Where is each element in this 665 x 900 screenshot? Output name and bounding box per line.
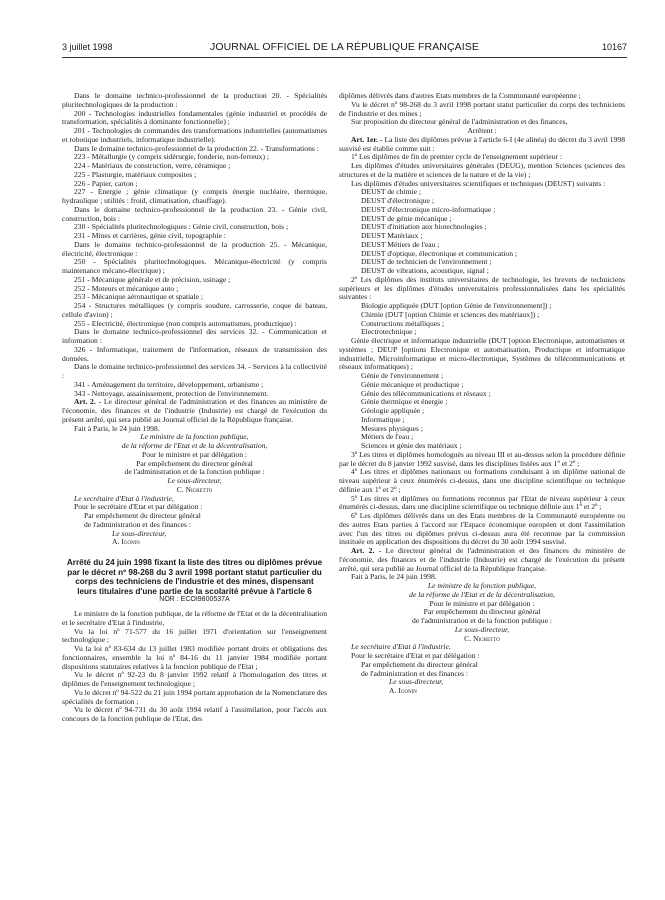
paragraph: 226 - Papier, carton ;: [74, 178, 138, 188]
article-1: [339, 136, 625, 154]
signature-line: Le sous-directeur,: [454, 624, 510, 634]
nor-reference: NOR : ECOI9800537A: [159, 596, 230, 604]
list-item: 5º Les titres et diplômes ou formations reconnus par l'Etat de niveau supérieur à ceux énumérés ci-dessus, dans une discipline scientifique ou technique définie aux 1º et 2º ;: [339, 493, 625, 512]
paragraph: 200 - Technologies industrielles fondamentales (génie industriel et procédés de transformation, spécialités à dominante fonctionnelle) ;: [62, 108, 327, 127]
paragraph: 253 - Mécanique aéronautique et spatiale ;: [74, 292, 204, 302]
paragraph: 341 - Aménagement du territoire, développement, urbanisme ;: [74, 379, 264, 389]
list-item: 4º Les titres et diplômes nationaux ou formations conduisant à un diplôme national de niveau supérieur à ceux énumérés ci-dessus, dans une discipline scientifique ou technique définie aux 1º et 2º ;: [339, 467, 625, 494]
signature-line: Pour le ministre et par délégation :: [429, 598, 535, 608]
paragraph: Les diplômes d'études universitaires générales (DEUG), mention Sciences (sciences des structures et de la matière et sciences de la nature et de la vie) ;: [339, 161, 625, 179]
article-text: Le directeur général de l'administration et des finances du ministère de l'économie, des finances et de l'industrie (Industrie) est chargé de l'exécution du présent arrêté, qui sera publié au Journal officiel de la République française.: [339, 546, 625, 573]
list-item: Génie mécanique et productique ;: [361, 379, 464, 389]
signature-line: Pour le ministre et par délégation :: [141, 449, 248, 459]
signatory-name: A. Igonin: [112, 537, 140, 547]
signatory-name: A. Igonin: [389, 686, 417, 695]
article-label: Art. 1er. -: [351, 134, 383, 144]
list-item: Génie de l'environnement ;: [361, 371, 444, 380]
list-item: DEUST Matériaux ;: [361, 231, 423, 240]
speciality-list: [339, 302, 625, 337]
journal-title: JOURNAL OFFICIEL DE LA RÉPUBLIQUE FRANÇAISE: [210, 41, 479, 53]
signature-line: de la réforme de l'Etat et de la décentralisation,: [409, 589, 555, 599]
signature-line: Par empêchement du directeur général: [423, 607, 541, 617]
signature-line: Le ministre de la fonction publique,: [427, 581, 537, 590]
article-2-right: [339, 547, 625, 573]
list-item: Métiers de l'eau ;: [361, 432, 414, 442]
list-item: DEUST d'électronique micro-informatique ;: [361, 204, 496, 214]
place-date: Fait à Paris, le 24 juin 1998.: [351, 572, 437, 582]
paragraph: 326 - Informatique, traitement de l'information, réseaux de transmission des données.: [62, 344, 327, 363]
list-item: Génie thermique et énergie ;: [361, 397, 448, 407]
paragraph: Les diplômes d'études universitaires scientifiques et techniques (DEUST) suivants :: [351, 178, 606, 188]
article-text: La liste des diplômes prévue à l'article 6-I (4e alinéa) du décret du 3 avril 1998 susvisé est établie comme suit :: [339, 134, 625, 153]
list-item: DEUST Métiers de l'eau ;: [361, 239, 440, 249]
paragraph: 227 - Energie ; génie climatique (y compris énergie nucléaire, thermique, hydraulique ; utilités : froid, climatisation, chauffage).: [62, 187, 327, 205]
signature-line: Le ministre de la fonction publique,: [140, 432, 249, 442]
speciality-list-2: [339, 372, 625, 451]
decree-title: Arrêté du 24 juin 1998 fixant la liste des titres ou diplômes prévue par le décret nº 98-268 du 3 avril 1998 portant statut particulier du corps des techniciens de l'industrie et des mines, dispensant leurs titulaires d'une partie de la scolarité prévue à l'article 6: [66, 558, 323, 596]
paragraph: Vu le décret nº 92-23 du 8 janvier 1992 relatif à l'homologation des titres et diplômes de l'enseignement technologique ;: [62, 670, 327, 689]
signatory-name: C. Nigretto: [176, 484, 213, 494]
paragraph: Dans le domaine technico-professionnel de la production 22. - Transformations :: [74, 143, 319, 153]
page-number: 10167: [601, 42, 627, 52]
signature-line: Par empêchement du directeur général: [361, 659, 478, 669]
paragraph: Vu le décret nº 98-268 du 3 avril 1998 portant statut particulier du corps des techniciens de l'industrie et des mines ;: [339, 99, 625, 118]
article-2-left: [62, 398, 327, 424]
list-item: Génie électrique et informatique industrielle (DUT [option Electronique, automatismes et systèmes ; DEUP [options Electronique et automatisation, Productique et informatique industrielle, Microinformatique et micro-électronique, Systèmes de télécommunications et réseaux informatiques) ;: [339, 336, 625, 372]
paragraph: Dans le domaine technico-professionnel des services 32. - Communication et information :: [62, 327, 327, 345]
header-date: 3 juillet 1998: [62, 42, 113, 52]
signature-line: de l'administration et des finances :: [361, 668, 469, 678]
paragraph: Dans le domaine technico-professionnel de la production 20. - Spécialités pluritechnologiques de la production :: [62, 91, 327, 109]
list-item: 3º Les titres et diplômes homologués au niveau III et au-dessus selon la procédure définie par le décret du 8 janvier 1992 susvisé, dans les disciplines listées aux 1º et 2º ;: [339, 449, 625, 468]
signature-line: Par empêchement du directeur général: [84, 511, 201, 520]
list-item: DEUST de technicien de l'environnement ;: [361, 257, 492, 267]
paragraph: 224 - Matériaux de construction, verre, céramique ;: [74, 161, 231, 170]
list-item: 2º Les diplômes des instituts universitaires de technologie, les brevets de techniciens supérieurs et les diplômes d'études universitaires professionnalisées dans les spécialités suivantes :: [339, 274, 625, 302]
list-item: DEUST d'électronique ;: [361, 196, 434, 205]
article-text: Le directeur général de l'administration et des finances au ministère de l'économie, des finances et de l'industrie (Industrie) est chargé de l'exécution du présent arrêté, qui sera publié au Journal officiel de la République française.: [62, 397, 327, 424]
paragraph: 230 - Spécialités pluritechnologiques : Génie civil, construction, bois ;: [74, 222, 289, 232]
signature-line: de l'administration et de la fonction publique :: [124, 467, 265, 477]
paragraph: 201 - Technologies de commandes des transformations industrielles (automatismes et robotique industriels, informatique industrielle).: [62, 126, 327, 144]
domain-list: [62, 92, 327, 398]
decree-intro: [62, 610, 327, 724]
arretent-heading: Arrêtent :: [467, 126, 497, 135]
signatory-name: C. Nigretto: [464, 633, 500, 643]
left-column: [62, 92, 327, 724]
list-item: Sciences et génie des matériaux ;: [361, 441, 462, 450]
signature-block-minister: [339, 582, 625, 643]
paragraph: 251 - Mécanique générale et de précision, usinage ;: [74, 274, 231, 284]
signature-line: Le sous-directeur,: [112, 528, 167, 538]
paragraph: 250 - Spécialités pluritechnologiques. Mécanique-électricité (y compris maintenance mécano-électrique) ;: [62, 257, 327, 275]
list-item: DEUST de chimie ;: [361, 187, 421, 197]
signature-line: de l'administration et des finances :: [84, 519, 192, 529]
paragraph: 231 - Mines et carrières, génie civil, topographie :: [74, 231, 226, 240]
list-item: Electrotechnique ;: [361, 327, 417, 337]
signature-line: de l'administration et de la fonction publique :: [412, 616, 552, 625]
list-item: DEUST de génie mécanique ;: [361, 213, 452, 223]
deust-list: [339, 188, 625, 276]
paragraph: Sur proposition du directeur général de l'administration et des finances,: [351, 117, 568, 127]
signature-line: de la réforme de l'Etat et de la décentralisation,: [121, 441, 268, 450]
signature-line: Par empêchement du directeur général: [136, 458, 253, 468]
paragraph: Le ministre de la fonction publique, de la réforme de l'Etat et de la décentralisation et le secrétaire d'Etat à l'industrie,: [62, 609, 327, 627]
paragraph: 223 - Métallurgie (y compris sidérurgie, fonderie, non-ferreux) ;: [74, 152, 269, 162]
paragraph: Vu le décret nº 94-522 du 21 juin 1994 portant approbation de la Nomenclature des spécialités de formation ;: [62, 687, 327, 706]
list-item: Biologie appliquée (DUT [option Génie de l'environnement]) ;: [361, 301, 552, 310]
list-item: Informatique ;: [361, 414, 405, 424]
list-item: Chimie (DUT [option Chimie et sciences des matériaux]) ;: [361, 309, 540, 319]
list-item: DEUST de vibrations, acoustique, signal ;: [361, 266, 489, 275]
list-item: DEUST d'optique, électronique et communication ;: [361, 248, 518, 258]
paragraph: 254 - Structures métalliques (y compris soudure, carrosserie, coque de bateau, cellule d'avion) ;: [62, 301, 327, 319]
signature-line: Le sous-directeur,: [389, 677, 444, 687]
list-item: Génie des télécommunications et réseaux ;: [361, 388, 491, 398]
signature-line: Le secrétaire d'Etat à l'industrie,: [351, 642, 451, 652]
paragraph: 225 - Plasturgie, matériaux composites ;: [74, 169, 197, 179]
paragraph: diplômes délivrés dans d'autres Etats membres de la Communauté européenne ;: [339, 91, 581, 100]
list-item: 6º Les diplômes délivrés dans un des Etats membres de la Communauté européenne ou des autres Etats parties à l'accord sur l'Espace économique européen et dont l'assimilation avec l'un des titres ou diplômes prévus ci-dessus aura été reconnue par la commission instituée en application des dispositions du décret du 30 août 1994 susvisé.: [339, 511, 625, 547]
paragraph: Dans le domaine technico-professionnel des services 34. - Services à la collectivité :: [62, 362, 327, 380]
paragraph: Vu le décret nº 94-731 du 30 août 1994 relatif à l'assimilation, pour l'accès aux concours de la fonction publique de l'Etat, des: [62, 705, 327, 724]
paragraph: Dans le domaine technico-professionnel de la production 23. - Génie civil, construction, bois :: [62, 204, 327, 223]
paragraph: 252 - Moteurs et mécanique auto ;: [74, 283, 179, 293]
list-item: Géologie appliquée ;: [361, 406, 425, 415]
list-item: DEUST d'initiation aux biotechnologies ;: [361, 222, 487, 232]
signature-line: Pour le secrétaire d'Etat et par délégation :: [74, 502, 203, 512]
signature-block-secretary: [62, 495, 327, 548]
paragraph: 343 - Nettoyage, assainissement, protection de l'environnement.: [74, 388, 269, 398]
signature-line: Le secrétaire d'Etat à l'industrie,: [74, 493, 174, 503]
article-label: Art. 2. -: [351, 546, 382, 555]
signature-block-secretary: [339, 643, 625, 696]
place-date: Fait à Paris, le 24 juin 1998.: [74, 423, 160, 433]
signature-line: Le sous-directeur,: [167, 476, 222, 485]
signature-block-minister: [62, 433, 327, 494]
list-item: Constructions métalliques ;: [361, 318, 445, 328]
signature-line: Pour le secrétaire d'Etat et par délégation :: [351, 651, 480, 660]
page-header: [62, 40, 627, 56]
article-label: Art. 2. -: [74, 397, 102, 407]
paragraph: Vu la loi nº 83-634 du 13 juillet 1983 modifiée portant droits et obligations des fonctionnaires, ensemble la loi nº 84-16 du 11 janvier 1984 modifiée portant dispositions statutaires relatives à la fonction publique de l'Etat ;: [62, 644, 327, 671]
paragraph: Vu la loi nº 71-577 du 16 juillet 1971 d'orientation sur l'enseignement technologique ;: [62, 626, 327, 645]
list-item: 1º Les diplômes de fin de premier cycle de l'enseignement supérieur :: [351, 152, 563, 162]
paragraph: Dans le domaine technico-professionnel de la production 25. - Mécanique, électricité, électronique :: [62, 239, 327, 258]
header-rule: [62, 57, 627, 58]
right-column: [339, 92, 625, 696]
paragraph: 255 - Electricité, électronique (non compris automatismes, productique) :: [74, 318, 297, 328]
list-item: Mesures physiques ;: [361, 423, 424, 433]
